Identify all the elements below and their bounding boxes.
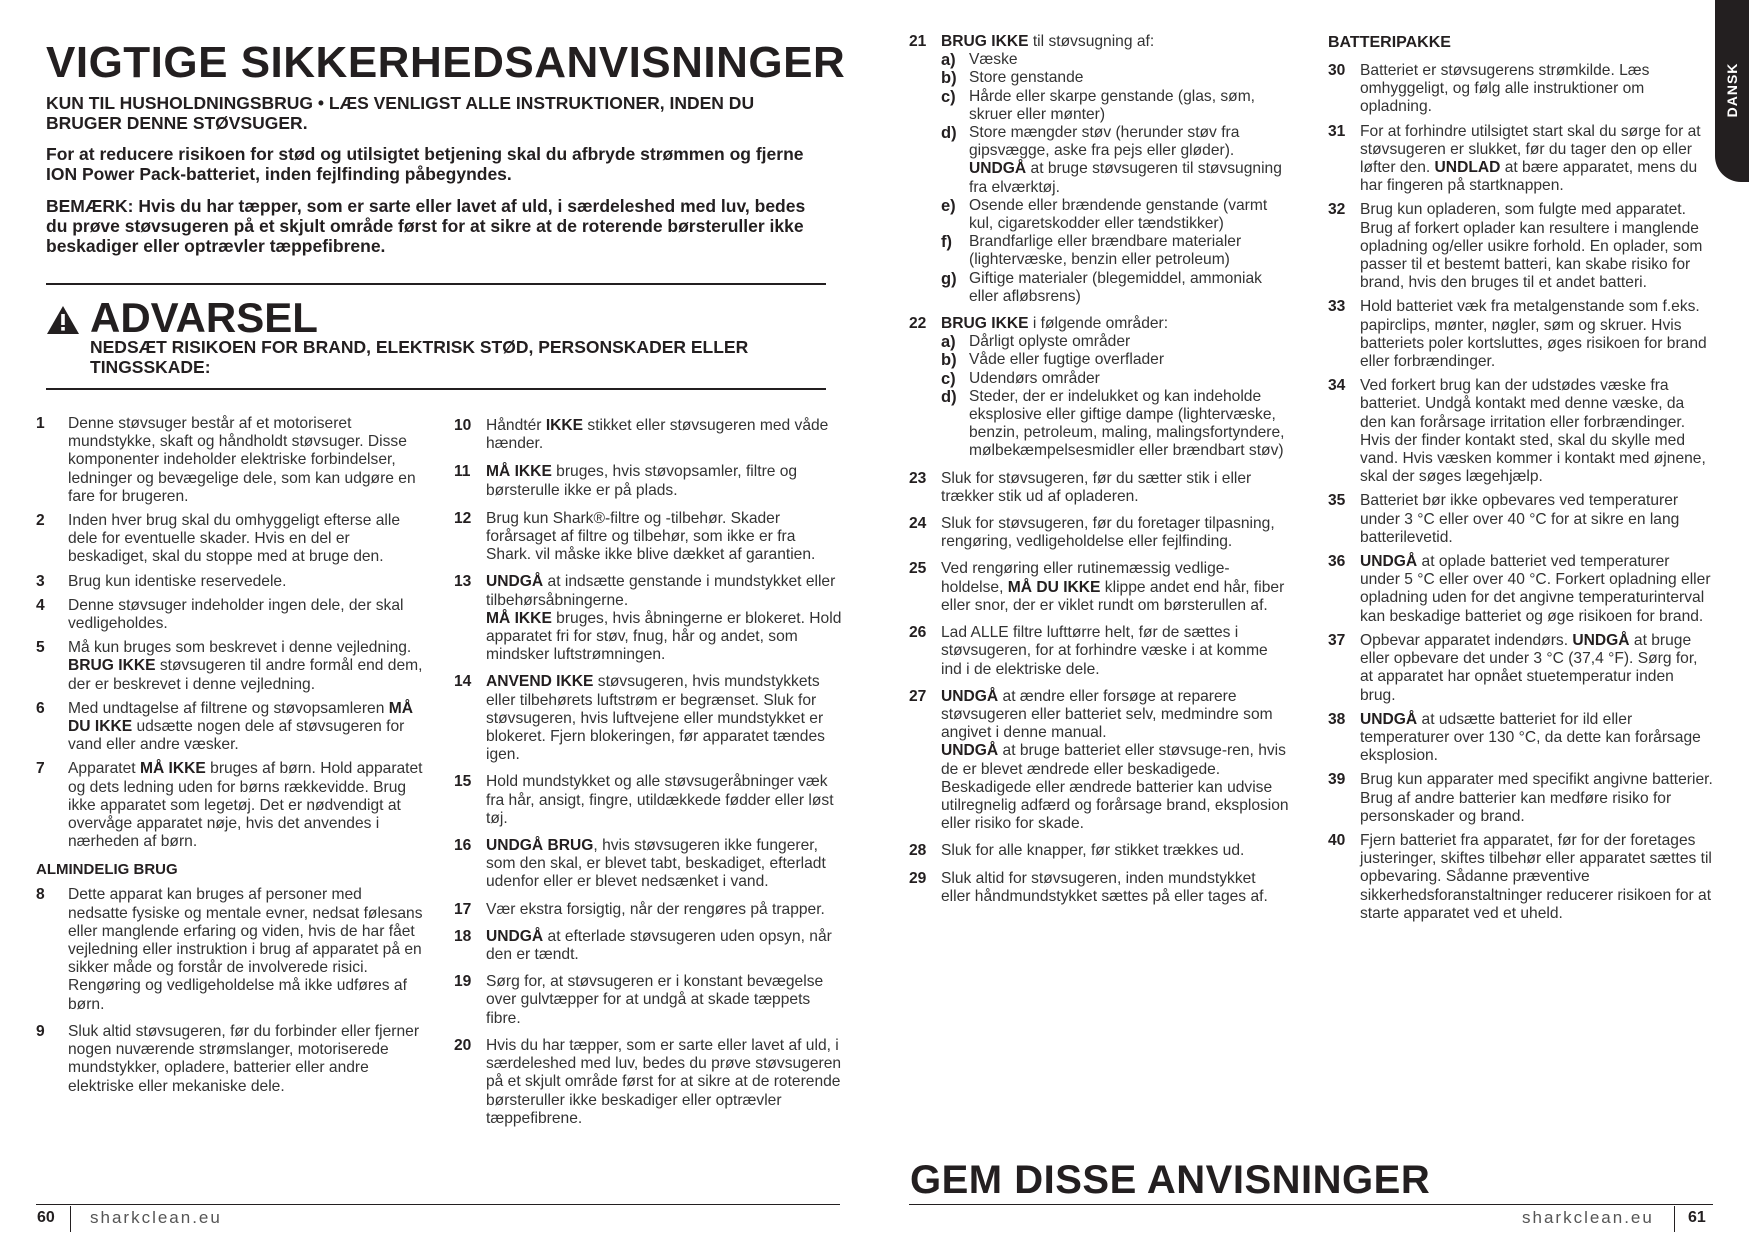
list-item: 11 MÅ IKKE bruges, hvis støvopsamler, filtre og børsterulle ikke er på plads. xyxy=(454,463,798,499)
language-tab: DANSK xyxy=(1715,0,1749,182)
warning-subtitle: NEDSÆT RISIKOEN FOR BRAND, ELEKTRISK STØD, PERSONSKADER ELLER TINGSSKADE: xyxy=(90,337,749,377)
list-item: 17 Vær ekstra forsigtig, når der rengøres på trapper. xyxy=(454,900,825,918)
column-3 xyxy=(909,33,1289,906)
footer-url-right[interactable]: sharkclean.eu xyxy=(1522,1208,1654,1227)
list-item: 13 UNDGÅ at indsætte genstande i mundstykket eller tilbehørsåbningerne. MÅ IKKE bruges, hvis åbningerne er blokeret. Hold apparatet fri for støv, fnug, hår og andet, som mindsker luftstrømningen. xyxy=(454,573,842,664)
list-item: 4 Denne støvsuger indeholder ingen dele, der skal vedligeholdes. xyxy=(36,596,404,633)
sub-item: d) Store mængder støv (herunder støv fra gipsvægge, aske fra pejs eller gløder). UNDGÅ at bruge støvsugeren til støvsugning fra elværktøj. xyxy=(941,124,1282,196)
section-heading-general: ALMINDELIG BRUG xyxy=(36,861,178,879)
column-4 xyxy=(1328,34,1713,923)
column-2 xyxy=(454,417,844,1128)
list-item: 7 Apparatet MÅ IKKE bruges af børn. Hold apparatet og dets ledning uden for børns rækkevidde. Brug ikke apparatet som legetøj. Det er nødvendigt at overvåge apparatet nøje, hvis det anvendes i nærheden af børn. xyxy=(36,760,423,851)
list-item: 9 Sluk altid støvsugeren, før du forbinder eller fjerner nogen nuværende strømslanger, motoriserede mundstykker, opladere, batterier eller andre elektriske eller mekaniske dele. xyxy=(36,1022,420,1095)
list-item: 28 Sluk for alle knapper, før stikket trækkes ud. xyxy=(909,842,1245,860)
list-item: 20 Hvis du har tæpper, som er sarte eller lavet af uld, i særdeleshed med luv, bedes du prøve støvsugeren på et skjult område først for at sikre at de roterende børsteruller ikke beskadiger eller optrævler tæppefibrene. xyxy=(454,1036,842,1127)
column-1 xyxy=(36,415,426,1096)
sub-item: a) Væske xyxy=(941,51,1018,70)
list-item: 31 For at forhindre utilsigtet start skal du sørge for at støvsugeren er slukket, før du tager den op eller løfter den. UNDLAD at bære apparatet, mens du har fingeren på startknappen. xyxy=(1328,122,1701,195)
intro-household: KUN TIL HUSHOLDNINGSBRUG • LÆS VENLIGST ALLE INSTRUKTIONER, INDEN DU BRUGER DENNE STØVSUGER. xyxy=(46,93,755,133)
list-item: 25 Ved rengøring eller rutinemæssig vedlige-holdelse, MÅ DU IKKE klippe andet end hår, fiber eller snor, der er viklet rundt om børsterullen af. xyxy=(909,560,1285,614)
footer-separator-right xyxy=(1674,1206,1675,1232)
save-instructions-title: GEM DISSE ANVISNINGER xyxy=(910,1158,1431,1202)
footer-rule-right xyxy=(909,1204,1713,1205)
divider-top xyxy=(46,283,826,285)
list-item: 27 UNDGÅ at ændre eller forsøge at reparere støvsugeren eller batteriet selv, medmindre som angivet i denne manual. UNDGÅ at bruge batteriet eller støvsuge-ren, hvis de er blevet ændrede eller beskadigede. Beskadigede eller ændrede batterier kan udvise utilregnelig adfærd og forårsage brand, eksplosion eller risiko for skade. xyxy=(909,687,1289,833)
list-item: 15 Hold mundstykket og alle støvsugeråbninger væk fra hår, ansigt, fingre, utildækkede fødder eller løst tøj. xyxy=(454,773,834,827)
list-item: 2 Inden hver brug skal du omhyggeligt efterse alle dele for eventuelle skader. Hvis en del er beskadiget, skal du stoppe med at bruge den. xyxy=(36,512,400,566)
sub-item: d) Steder, der er indelukket og kan indeholde eksplosive eller giftige dampe (lightervæske, benzin, petroleum, maling, malingsfortyndere, mølbekæmpelsesmidler eller brændbart støv) xyxy=(941,387,1285,460)
list-item: 38 UNDGÅ at udsætte batteriet for ild eller temperaturer over 130 °C, da dette kan forårsage eksplosion. xyxy=(1328,710,1701,765)
sub-item: g) Giftige materialer (blegemiddel, ammoniak eller afløbsrens) xyxy=(941,269,1262,305)
list-item: 19 Sørg for, at støvsugeren er i konstant bevægelse over gulvtæpper for at undgå at skade tæppets fibre. xyxy=(454,973,824,1027)
list-item: 34 Ved forkert brug kan der udstødes væske fra batteriet. Undgå kontakt med denne væske, da den kan forårsage irritation eller forbrændinger. Hvis der finder kontakt sted, skal du skylle med vand. Hvis væsken kommer i kontakt med øjnene, skal der søges lægehjælp. xyxy=(1328,377,1706,486)
sub-item: f) Brandfarlige eller brændbare materialer (lightervæske, benzin eller petroleum) xyxy=(941,233,1242,269)
sub-item: c) Hårde eller skarpe genstande (glas, søm, skruer eller mønter) xyxy=(941,87,1256,123)
list-item: 24 Sluk for støvsugeren, før du foretager tilpasning, rengøring, vedligeholdelse eller fejlfinding. xyxy=(909,515,1275,551)
divider-warning xyxy=(46,388,826,390)
list-item: 3 Brug kun identiske reservedele. xyxy=(36,572,287,590)
list-item: 6 Med undtagelse af filtrene og støvopsamleren MÅ DU IKKE udsætte nogen dele af støvsugeren for vand eller andre væsker. xyxy=(36,699,413,754)
list-item: 8 Dette apparat kan bruges af personer med nedsatte fysiske og mentale evner, nedsat følesans eller manglende erfaring og viden, hvis de har fået vejledning eller instruktion i brug af apparatet på en sikker måde og forstår de involverede risici. Rengøring og vedligeholdelse må ikke udføres af børn. xyxy=(36,886,423,1013)
warning-title: ADVARSEL xyxy=(90,294,318,341)
list-item: 16 UNDGÅ BRUG, hvis støvsugeren ikke fungerer, som den skal, er blevet tabt, beskadiget, efterladt udenfor eller er blevet nedsænket i vand. xyxy=(454,837,826,891)
list-item: 40 Fjern batteriet fra apparatet, før for der foretages justeringer, skiftes tilbehør eller apparatet sættes til opbevaring. Sådanne præventive sikkerhedsforanstaltninger reducerer risikoen for at starte apparatet ved et uheld. xyxy=(1328,831,1712,922)
list-item: 18 UNDGÅ at efterlade støvsugeren uden opsyn, når den er tændt. xyxy=(454,927,832,964)
list-item: 22 BRUG IKKE i følgende områder: a) Dårligt oplyste områder b) Våde eller fugtige overflader c) Udendørs områder d) Steder, der er indelukket og kan indeholde eksplosive eller giftige dampe (lightervæske, benzin, petroleum, maling, malingsfortyndere, mølbekæmpelsesmidler eller brændbart støv) xyxy=(909,315,1289,461)
list-item: 21 BRUG IKKE til støvsugning af: a) Væske b) Store genstande c) Hårde eller skarpe genstande (glas, søm, skruer eller mønter) d) Store mængder støv (herunder støv fra gipsvægge, aske fra pejs eller gløder). UNDGÅ at bruge støvsugeren til støvsugning fra elværktøj. e) Osende eller brændende genstande (varmt kul, cigaretskodder eller tændstikker) f) Brandfarlige eller brændbare materialer (lightervæske, benzin eller petroleum) g) Giftige materialer (blegemiddel, ammoniak eller afløbsrens) xyxy=(909,33,1289,306)
sub-item: c) Udendørs områder xyxy=(941,369,1100,388)
sub-item: e) Osende eller brændende genstande (varmt kul, cigaretskodder eller tændstikker) xyxy=(941,196,1268,233)
sub-item: a) Dårligt oplyste områder xyxy=(941,333,1131,352)
page-title: VIGTIGE SIKKERHEDSANVISNINGER xyxy=(46,38,846,87)
list-item: 37 Opbevar apparatet indendørs. UNDGÅ at bruge eller opbevare det under 3 °C (37,4 °F). Sørg for, at apparatet har opnået stuetemperatur inden brug. xyxy=(1328,631,1698,704)
section-heading-battery: BATTERIPAKKE xyxy=(1328,34,1451,51)
list-item: 10 Håndtér IKKE stikket eller støvsugeren med våde hænder. xyxy=(454,417,829,453)
list-item: 12 Brug kun Shark®-filtre og -tilbehør. Skader forårsaget af filtre og tilbehør, som ikke er fra Shark. vil måske ikke blive dækket af garantien. xyxy=(454,509,816,564)
footer-url-left[interactable]: sharkclean.eu xyxy=(90,1208,222,1227)
intro-note: BEMÆRK: Hvis du har tæpper, som er sarte eller lavet af uld, i særdeleshed med luv, bedes du prøve støvsugeren på et skjult område først for at sikre at de roterende børsteruller ikke beskadiger eller optrævler tæppefibrene. xyxy=(46,196,806,256)
list-item: 39 Brug kun apparater med specifikt angivne batterier. Brug af andre batterier kan medføre risiko for personskader og brand. xyxy=(1328,771,1713,825)
sub-item: b) Store genstande xyxy=(941,69,1084,88)
sub-item: b) Våde eller fugtige overflader xyxy=(941,351,1165,370)
list-item: 26 Lad ALLE filtre lufttørre helt, før de sættes i støvsugeren, for at forhindre væske i at komme ind i de elektriske dele. xyxy=(909,624,1268,678)
intro-power-off: For at reducere risikoen for stød og utilsigtet betjening skal du afbryde strømmen og fjerne ION Power Pack-batteriet, inden fejlfinding påbegyndes. xyxy=(46,144,804,184)
footer-separator-left xyxy=(70,1206,71,1232)
list-item: 33 Hold batteriet væk fra metalgenstande som f.eks. papirclips, mønter, nøgler, søm og skruer. Hvis batteriets poler kortsluttes, øges risikoen for brand eller forbrændinger. xyxy=(1328,298,1707,371)
list-item: 32 Brug kun opladeren, som fulgte med apparatet. Brug af forkert oplader kan resultere i manglende opladning og/eller usikre forhold. En oplader, som passer til et bestemt batteri, kan skabe risiko for brand, hvis den bruges til et andet batteri. xyxy=(1328,201,1703,292)
footer-rule-left xyxy=(36,1204,840,1205)
list-item: 30 Batteriet er støvsugerens strømkilde. Læs omhyggeligt, og følg alle instruktioner om opladning. xyxy=(1328,62,1650,116)
list-item: 5 Må kun bruges som beskrevet i denne vejledning. BRUG IKKE støvsugeren til andre formål end dem, der er beskrevet i denne vejledning. xyxy=(36,639,423,693)
list-item: 35 Batteriet bør ikke opbevares ved temperaturer under 3 °C eller over 40 °C for at sikre en lang batterilevetid. xyxy=(1328,492,1680,546)
page-number-left: 60 xyxy=(37,1209,55,1226)
list-item: 23 Sluk for støvsugeren, før du sætter stik i eller trækker stik ud af opladeren. xyxy=(909,469,1252,505)
list-item: 14 ANVEND IKKE støvsugeren, hvis mundstykkets eller tilbehørets luftstrøm er begrænset. Sluk for støvsugeren, hvis luftvejene eller mundstykket er blokeret. Fjern blokeringen, før apparatet tændes igen. xyxy=(454,673,825,764)
list-item: 1 Denne støvsuger består af et motoriseret mundstykke, skaft og håndholdt støvsuger. Disse komponenter indeholder elektriske forbindelser, ledninger og bevægelige dele, som kan udgøre en fare for brugeren. xyxy=(36,415,416,505)
list-item: 36 UNDGÅ at oplade batteriet ved temperaturer under 5 °C eller over 40 °C. Forkert opladning eller opladning uden for det angivne temperaturinterval kan beskadige batteriet og øge risikoen for brand. xyxy=(1328,553,1711,625)
warning-icon xyxy=(46,305,80,335)
list-item: 29 Sluk altid for støvsugeren, inden mundstykket eller håndmundstykket sættes på eller tages af. xyxy=(909,869,1268,905)
page-number-right: 61 xyxy=(1688,1209,1706,1226)
